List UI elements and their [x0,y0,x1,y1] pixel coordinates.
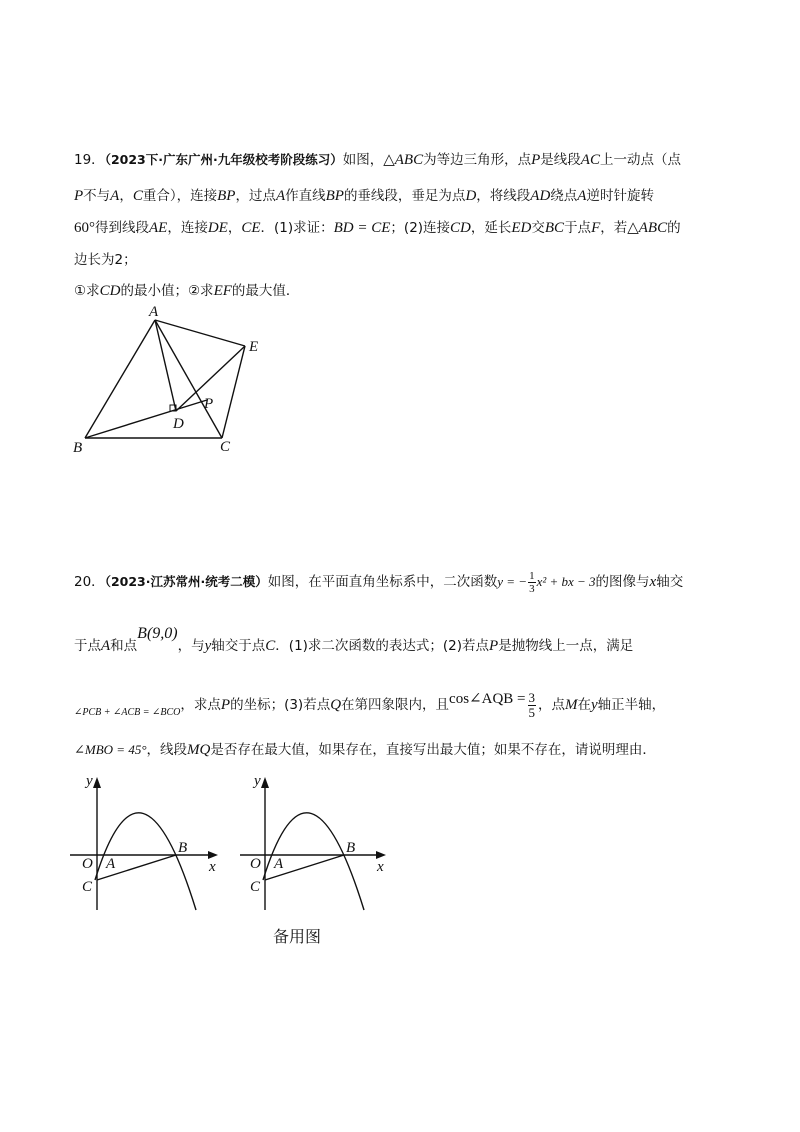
q20-source: （2023·江苏常州·统考二模） [104,574,268,589]
q19-label-a: A [149,304,159,320]
q19-label-b: B [73,440,83,456]
q19-number: 19． [74,152,105,168]
q19-label-e: E [249,339,259,355]
q20-fig2-label-a: A [274,856,284,872]
q20-parabola-figure-spare [235,765,395,915]
q19-line-2: P不与A，C重合），连接BP，过点A作直线BP的垂线段，垂足为点D，将线段AD绕点A逆时针旋转 [74,188,654,204]
q20-fig1-label-a: A [106,856,116,872]
q20-fig1-label-y: y [86,773,93,789]
q20-line-3: $_{\angle PCB + \angle ACB = \angle BCO}$，求点P的坐标；(3)若点Q在第四象限内，且cos∠AQB = $\frac{3}{5}$ ，点M在y轴正半轴， [74,689,666,720]
q20-line-2: 于点A和点B(9,0)，与y轴交于点C．(1)求二次函数的表达式；(2)若点P是抛物线上一点，满足 [74,625,634,654]
q19-label-c: C [220,439,231,455]
frac-one-third: $\frac{1}{3}$ [529,569,535,595]
frac-three-fifths: $\frac{3}{5}$ [528,689,535,720]
q19-line-1: 19．（2023下·广东广州·九年级校考阶段练习）如图，△ABC为等边三角形，点P是线段AC上一动点（点 [74,152,681,168]
q19-geometry-figure [60,300,280,460]
q19-line-5: ①求CD的最小值；②求EF的最大值． [74,283,300,299]
q19-line-4: 边长为2； [74,252,137,268]
q20-fig2-label-b: B [346,840,356,856]
q20-fig2-label-y: y [254,773,261,789]
q20-number: 20． [74,574,105,590]
q20-fig2-label-x: x [377,859,384,875]
math-triangle-abc: △ABC [383,152,424,168]
q20-line-1: 20．（2023·江苏常州·统考二模）如图，在平面直角坐标系中，二次函数y = − $\frac{1}{3}$ x² + bx − 3的图像与x轴交 [74,569,684,595]
q20-fig1-label-x: x [209,859,216,875]
spare-figure-caption: 备用图 [273,927,322,946]
q19-line-3: 60°得到线段AE，连接DE，CE．(1)求证：BD = CE；(2)连接CD，延长ED交BC于点F，若△ABC的 [74,220,681,236]
q19-label-p: P [204,396,214,412]
q20-fig1-label-b: B [178,840,188,856]
q19-label-d: D [173,416,184,432]
q20-parabola-figure [65,765,225,915]
q20-fig1-label-o: O [82,856,93,872]
q20-fig2-label-c: C [250,879,261,895]
q20-fig2-label-o: O [250,856,261,872]
q20-line-4: ∠MBO = 45°，线段MQ是否存在最大值，如果存在，直接写出最大值；如果不存在，请说明理由． [74,742,656,758]
q20-fig1-label-c: C [82,879,93,895]
q19-source: （2023下·广东广州·九年级校考阶段练习） [104,152,343,167]
